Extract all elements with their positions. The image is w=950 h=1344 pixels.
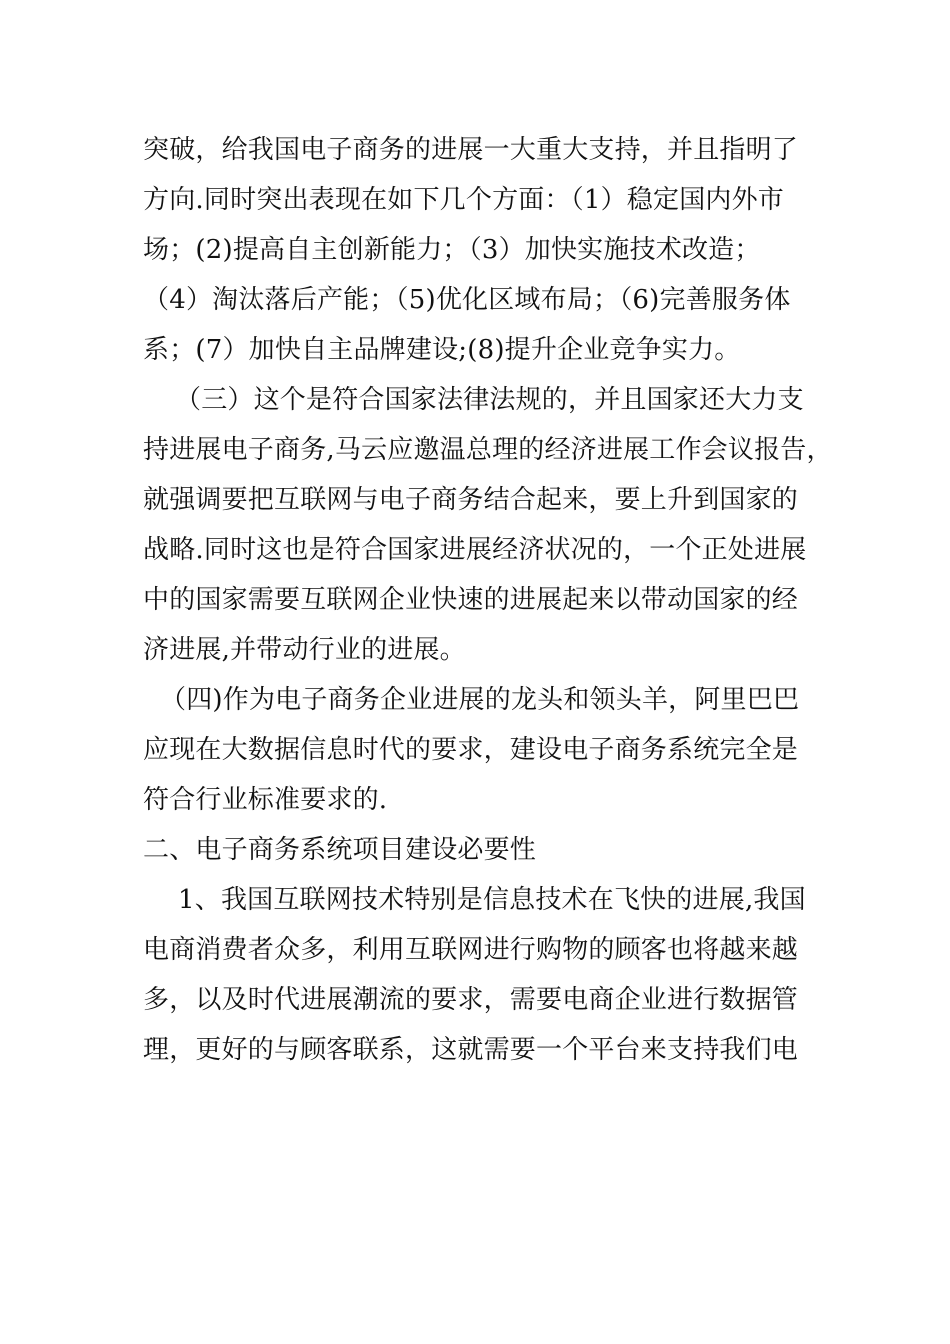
text-line: （4）淘汰落后产能；（5)优化区域布局；（6)完善服务体 — [143, 285, 791, 315]
text-line: 方向.同时突出表现在如下几个方面：（1）稳定国内外市 — [143, 185, 785, 215]
text-line: 就强调要把互联网与电子商务结合起来，要上升到国家的 — [143, 485, 799, 515]
text-line: 场；(2)提高自主创新能力；（3）加快实施技术改造； — [143, 235, 761, 265]
text-line: 电商消费者众多，利用互联网进行购物的顾客也将越来越 — [143, 935, 799, 965]
text-line: （四)作为电子商务企业进展的龙头和领头羊，阿里巴巴 — [160, 685, 800, 715]
text-line: 战略.同时这也是符合国家进展经济状况的，一个正处进展 — [143, 535, 807, 565]
text-line: 应现在大数据信息时代的要求，建设电子商务系统完全是 — [143, 735, 799, 765]
text-line: 1、我国互联网技术特别是信息技术在飞快的进展,我国 — [178, 885, 806, 915]
text-line: 突破，给我国电子商务的进展一大重大支持，并且指明了 — [143, 135, 799, 165]
text-line: 理，更好的与顾客联系，这就需要一个平台来支持我们电 — [143, 1035, 799, 1065]
text-line: 持进展电子商务,马云应邀温总理的经济进展工作会议报告， — [143, 435, 833, 465]
text-line: （三）这个是符合国家法律法规的，并且国家还大力支 — [175, 385, 804, 415]
text-line: 中的国家需要互联网企业快速的进展起来以带动国家的经 — [143, 585, 799, 615]
text-line: 符合行业标准要求的. — [143, 785, 388, 815]
text-line: 济进展,并带动行业的进展。 — [143, 635, 466, 665]
text-line: 多，以及时代进展潮流的要求，需要电商企业进行数据管 — [143, 985, 799, 1015]
section-heading: 二、电子商务系统项目建设必要性 — [143, 835, 537, 865]
text-line: 系；(7）加快自主品牌建设;(8)提升企业竞争实力。 — [143, 335, 741, 365]
